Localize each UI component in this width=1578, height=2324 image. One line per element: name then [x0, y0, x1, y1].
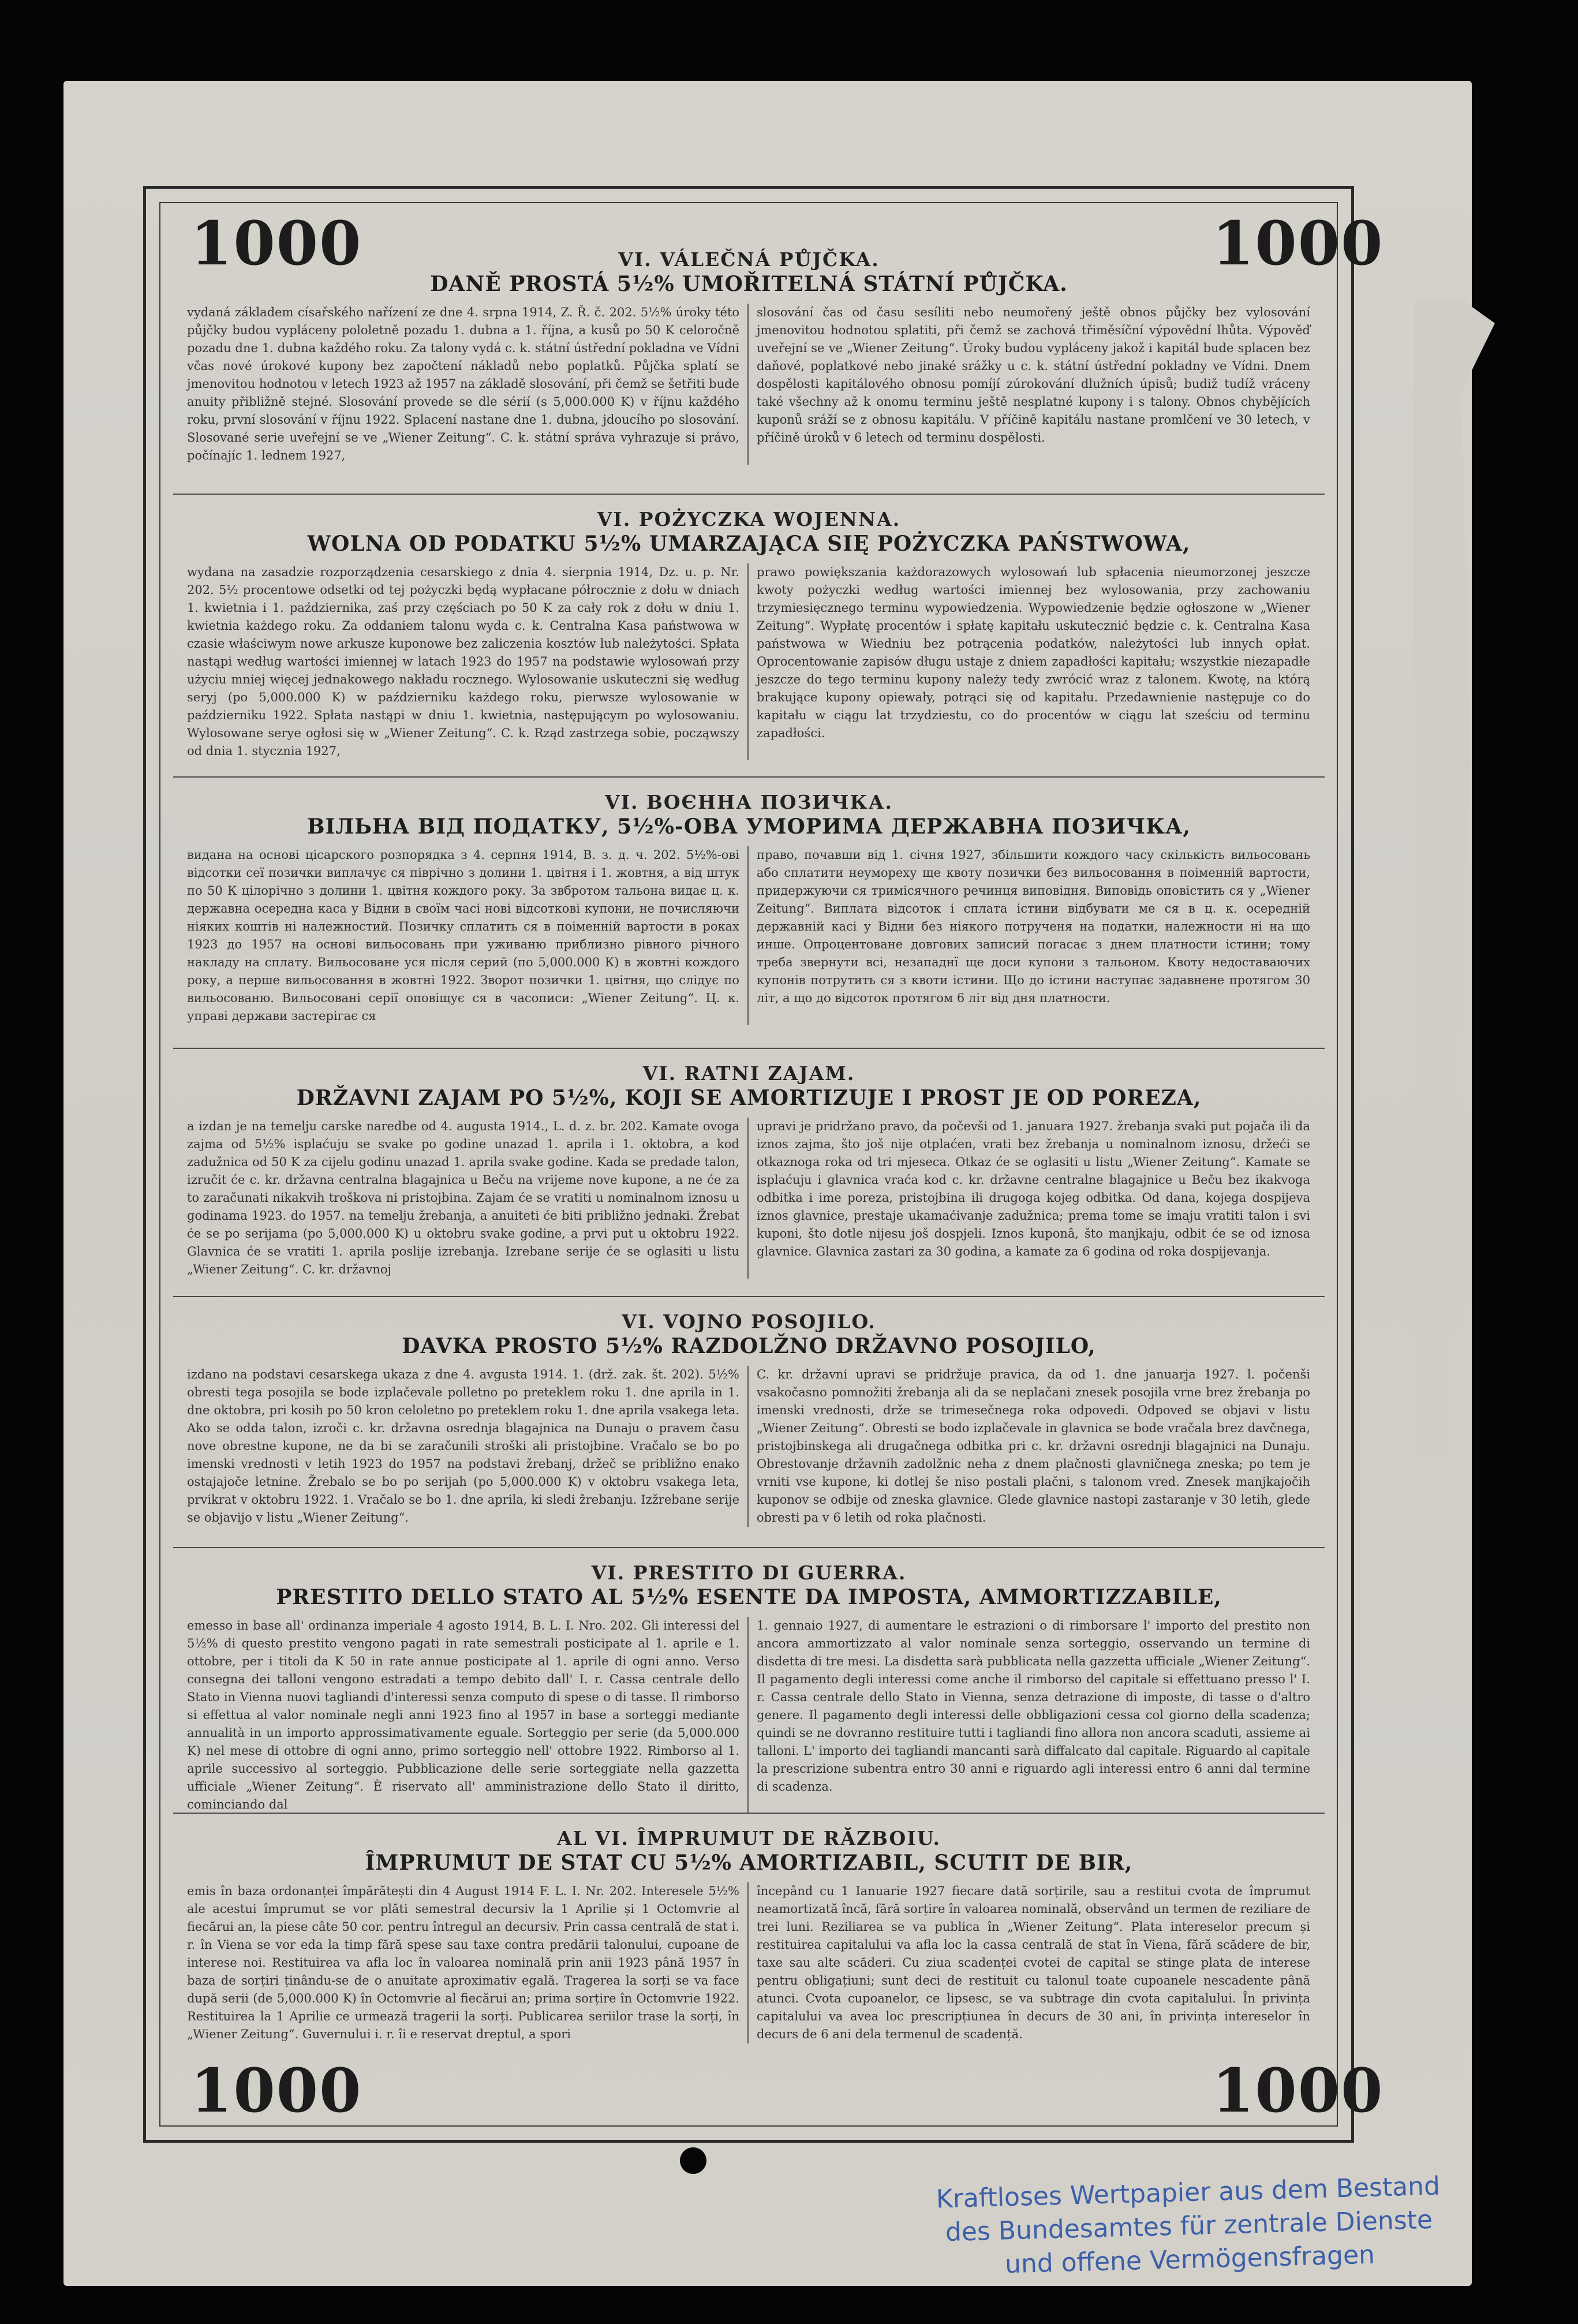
denomination-bottom-right: 1000	[1212, 2055, 1384, 2126]
section-text-left: wydana na zasadzie rozporządzenia cesarskiego z dnia 4. sierpnia 1914, Dz. u. p. Nr. 202. 5½ procentowe odsetki od tej pożyczki będą wypłacane półrocznie z dołu w dniach 1. kwietnia i 1. października, zaś przy częściach po 50 K za cały rok z dołu w dniu 1. kwietnia każdego roku. Za oddaniem talonu wyda c. k. Centralna Kasa państwowa w czasie właściwym nowe arkusze kuponowe bez zaliczenia kosztów lub należytości. Spłata nastąpi według wartości imiennej w latach 1923 do 1957 na podstawie wylosowań przy użyciu mniej więcej jednakowego nakładu rocznego. Wylosowanie uskuteczni się według seryj (po 5,000.000 K) w październiku każdego roku, pierwsze wylosowanie w październiku 1922. Spłata nastąpi w dniu 1. kwietnia, następującym po wylosowaniu. Wylosowane serye ogłosi się w „Wiener Zeitung“. C. k. Rząd zastrzega sobie, począwszy od dnia 1. stycznia 1927,	[179, 563, 749, 760]
section-text-left: vydaná základem císařského nařízení ze dne 4. srpna 1914, Z. Ř. č. 202. 5½% úroky této půjčky budou vypláceny pololetně pozadu 1. dubna a 1. října, a kusů po 50 K celoročně pozadu dne 1. dubna každého roku. Za talony vydá c. k. státní ústřední pokladna ve Vídni včas nové úrokové kupony bez započtení nákladů nebo poplatků. Půjčka splatí se jmenovitou hodnotou v letech 1923 až 1957 na základě slosování, při čemž se šetřiti bude anuity přibližně stejné. Slosování provede se dle sérií (s 5,000.000 K) v říjnu každého roku, první slosování v říjnu 1922. Splacení nastane dne 1. dubna, jdoucího po slosování. Slosované serie uveřejní se ve „Wiener Zeitung“. C. k. státní správa vyhrazuje si právo, počínajíc 1. lednem 1927,	[179, 304, 749, 465]
section-text-right: 1. gennaio 1927, di aumentare le estrazioni o di rimborsare l' importo del prestito non ancora ammortizzato al valor nominale senza sorteggio, osservando un termine di disdetta di tre mesi. La disdetta sarà pubblicata nella gazzetta ufficiale „Wiener Zeitung“. Il pagamento degli interessi come anche il rimborso del capitale si effettuano presso l' I. r. Cassa centrale dello Stato in Vienna, senza detrazione di imposte, di tasse o d'altro genere. Il pagamento degli interessi delle obbligazioni cessa col giorno della scadenza; quindi se ne dovranno restituire tutti i tagliandi fino allora non ancora scaduti, assieme ai talloni. L' importo dei tagliandi mancanti sarà diffalcato dal capitale. Riguardo al capitale la prescrizione subentra entro 30 anni e riguardo agli interessi entro 6 anni dal termine di scadenza.	[757, 1619, 1310, 1794]
section-divider	[173, 494, 1325, 495]
stamp-line: und offene Vermögensfragen	[1004, 2240, 1375, 2280]
section-text-left: a izdan je na temelju carske naredbe od 4. augusta 1914., L. d. z. br. 202. Kamate ovoga zajma od 5½% isplaćuju se svake po godine unazad 1. aprila i 1. oktobra, a kod zadužnica od 50 K za cijelu godinu unazad 1. aprila svake godine. Kada se predade talon, izručit će c. kr. državna centralna blagajnica u Beču na vrijeme nove kupone, a ne će za to zaračunati nikakvih troškova ni pristojbina. Zajam će se vratiti u nominalnom iznosu u godinama 1923. do 1957. na temelju žrebanja, a anuiteti će biti približno jednaki. Žrebat će se po serijama (po 5,000.000 K) u oktobru svake godine, a prvi put u oktobru 1922. Glavnica će se vratiti 1. aprila poslije izrebanja. Izrebane serije će se oglasiti u listu „Wiener Zeitung“. C. kr. državnoj	[179, 1118, 749, 1279]
section-subtitle: ВІЛЬНА ВІД ПОДАТКУ, 5½%-ОВА УМОРИМА ДЕРЖАВНА ПОЗИЧКА,	[307, 814, 1191, 839]
section-text-right: prawo powiększania każdorazowych wylosowań lub spłacenia nieumorzonej jeszcze kwoty pożyczki według wartości imiennej bez wylosowania, przy zachowaniu trzymiesięcznego terminu wypowiedzenia. Wypowiedzenie będzie ogłoszone w „Wiener Zeitung“. Wypłatę procentów i spłatę kapitału uskutecznić będzie c. k. Centralna Kasa państwowa w Wiedniu bez potrącenia podatków, należytości lub innych opłat. Oprocentowanie zapisów długu ustaje z dniem zapadłości kapitału; wszystkie niezapadłe jeszcze do tego terminu kupony należy tedy zwrócić wraz z talonem. Kwotę, na którą brakujące kupony opiewały, potrąci się od kapitału. Przedawnienie następuje co do kapitału w ciągu lat trzydziestu, co do procentów w ciągu lat sześciu od terminu zapadłości.	[757, 565, 1310, 740]
section-text-left: видана на основі цісарского розпорядка з 4. серпня 1914, В. з. д. ч. 202. 5½%-ові відсотки сеї позички виплачує ся піврічно з долини 1. цвітня і 1. жовтня, а від штук по 50 К цілорічно з долини 1. цвітня кождого року. За звбротом тальона видає ц. к. державна осередна каса у Відни в своїм часі нові відсоткові купони, не почисляючи ніяких коштів ні належностий. Позичку сплатить ся в поіменній вартости в роках 1923 до 1957 на основі вильосовань при уживаню приблизно рівного річного накладу на сплату. Вильосоване уся після серий (по 5,000.000 К) в жовтні кождого року, а перше вильосовання в жовтні 1922. Зворот позички 1. цвітня, що слідує по вильосованю. Вильосовані серії оповіщує ся в часописи: „Wiener Zeitung“. Ц. к. управі держави застерігає ся	[179, 846, 749, 1025]
cancellation-stamp	[922, 2169, 1456, 2284]
section-text-left: izdano na podstavi cesarskega ukaza z dne 4. avgusta 1914. 1. (drž. zak. št. 202). 5½% obresti tega posojila se bode izplačevale polletno po preteklem roku 1. dne aprila in 1. dne oktobra, pri kosih po 50 kron celoletno po preteklem roku 1. dne aprila vsakega leta. Ako se odda talon, izroči c. kr. državna osrednja blagajnica na Dunaju o pravem času nove obrestne kupone, ne da bi se zaračunili stroški ali pristojbine. Vračalo se bo po imenski vrednosti v letih 1923 do 1957 na podstavi žrebanj, držeč se približno enako ostajajoče letnine. Žrebalo se bo po serijah (po 5,000.000 K) v oktobru vsakega leta, prvikrat v oktobru 1922. 1. Vračalo se bo 1. dne aprila, ki sledi žrebanju. Izžrebane serije se objavijo v listu „Wiener Zeitung“.	[179, 1366, 749, 1527]
section-subtitle: DANĚ PROSTÁ 5½% UMOŘITELNÁ STÁTNÍ PŮJČKA.	[430, 272, 1068, 296]
section-text-right: începând cu 1 Ianuarie 1927 fiecare dată sorțirile, sau a restitui cvota de împrumut neamortizată încă, fără sorțire în valoarea nominală, observând un termen de reziliare de trei luni. Reziliarea se va publica în „Wiener Zeitung“. Plata intereselor precum și restituirea capitalului va afla loc la cassa centrală de stat în Viena, fără scădere de bir, taxe sau alte scăderi. Cu ziua scadenței cvotei de capital se stinge plata de interese pentru obligațiuni; sunt deci de restituit cu talonul toate cupoanele nescadente până atunci. Cvota cupoanelor, ce lipsesc, se va subtrage din cvota capitalului. În privința capitalului va avea loc prescripțiunea în decurs de 30 ani, în privința intereselor în decurs de 6 ani dela termenul de scadență.	[757, 1884, 1310, 2041]
section-title: VI. VÁLEČNÁ PŮJČKA.	[618, 248, 880, 271]
section-ukrainian	[179, 791, 1319, 1025]
section-text-right: право, почавши від 1. січня 1927, збільшити кождого часу скількість вильосовань або сплатити неумореху ще квоту позички без вильосовання в поіменній вартости, придержуючи ся тримісячного речинця виповідня. Виповідь оповістить ся у „Wiener Zeitung“. Виплата відсоток і сплата істини відбувати ме ся в ц. к. осередній державній касі у Відни без ніякого потрученя на податки, належности ні на що инше. Опроцентоване довгових записий погасає з днем платности істини; тому треба звернути всі, незападнї ще доси купони з тальоном. Квоту недоставаючих купонів потрутить ся з квоти істини. Що до істини наступає задавнене протягом 30 літ, а що до відсоток протягом 6 літ від дня платности.	[757, 848, 1310, 1005]
section-subtitle: WOLNA OD PODATKU 5½% UMARZAJĄCA SIĘ POŻYCZKA PAŃSTWOWA,	[307, 532, 1191, 556]
section-romanian	[179, 1827, 1319, 2043]
section-slovenian	[179, 1310, 1319, 1527]
section-divider	[173, 1547, 1325, 1548]
stamp-line: des Bundesamtes für zentrale Dienste	[945, 2205, 1433, 2248]
section-subtitle: PRESTITO DELLO STATO AL 5½% ESENTE DA IMPOSTA, AMMORTIZZABILE,	[276, 1585, 1222, 1609]
denomination-top-left: 1000	[190, 208, 362, 279]
section-italian	[179, 1561, 1319, 1814]
section-subtitle: DAVKA PROSTO 5½% RAZDOLŽNO DRŽAVNO POSOJILO,	[402, 1334, 1096, 1358]
section-text-right: C. kr. državni upravi se pridržuje pravica, da od 1. dne januarja 1927. l. počenši vsakočasno pomnožiti žrebanja ali da se neplačani znesek posojila vrne brez žrebanja po imenski vrednosti, drže se trimesečnega roka odpovedi. Odpoved se objavi v listu „Wiener Zeitung“. Obresti se bodo izplačevale in glavnica se bode vračala brez davčnega, pristojbinskega ali drugačnega odbitka pri c. kr. državni osrednji blagajnici na Dunaju. Obrestovanje državnih zadolžnic neha z dnem plačnosti glavničnega zneska; po tem je vrniti vse kupone, ki dotlej še niso postali plačni, s talonom vred. Znesek manjkajočih kuponov se odbije od zneska glavnice. Glede glavnice nastopi zastaranje v 30 letih, glede obresti pa v 6 letih od roka plačnosti.	[757, 1368, 1310, 1525]
section-text-left: emesso in base all' ordinanza imperiale 4 agosto 1914, B. L. I. Nro. 202. Gli interessi del 5½% di questo prestito vengono pagati in rate semestrali posticipate al 1. aprile e 1. ottobre, per i titoli da K 50 in rate annue posticipate al 1. aprile di ogni anno. Verso consegna dei talloni vengono estradati a tempo debito dall' I. r. Cassa centrale dello Stato in Vienna nuovi tagliandi d'interessi senza computo di spese o di tasse. Il rimborso si effettua al valor nominale negli anni 1923 fino al 1957 in base a sorteggi mediante annualità in un importo approssimativamente eguale. Sorteggio per serie (da 5,000.000 K) nel mese di ottobre di ogni anno, primo sorteggio nell' ottobre 1922. Rimborso al 1. aprile successivo al sorteggio. Pubblicazione delle serie sorteggiate nella gazzetta ufficiale „Wiener Zeitung“. È riservato all' amministrazione dello Stato il diritto, cominciando dal	[179, 1617, 749, 1814]
punch-hole	[680, 2147, 706, 2174]
section-text-left: emis în baza ordonanței împărătești din 4 August 1914 F. L. I. Nr. 202. Interesele 5½% ale acestui împrumut se vor plăti semestral decursiv la 1 Aprilie și 1 Octomvrie al fiecărui an, la piese câte 50 cor. pentru întregul an decursiv. Prin cassa centrală de stat i. r. în Viena se vor eda la timp fără spese sau taxe contra predării talonului, cupoane de interese noi. Restituirea va afla loc în valoarea nominală prin anii 1923 până 1957 în baza de sorțiri ținându-se de o anuitate aproximativ egală. Tragerea la sorți se va face după serii (de 5,000.000 K) în Octomvrie al fiecărui an; prima sorțire în Octomvrie 1922. Restituirea la 1 Aprilie ce urmează tragerii la sorți. Publicarea seriilor trase la sorți, în „Wiener Zeitung“. Guvernului i. r. îi e reservat dreptul, a spori	[179, 1882, 749, 2043]
section-divider	[173, 1048, 1325, 1049]
stamp-line: Kraftloses Wertpapier aus dem Bestand	[936, 2171, 1441, 2214]
section-text-right: upravi je pridržano pravo, da počevši od 1. januara 1927. žrebanja svaki put pojača ili da iznos zajma, što još nije otplaćen, vrati bez žrebanja u nominalnom iznosu, držeći se otkaznoga roka od tri mjeseca. Otkaz će se oglasiti u listu „Wiener Zeitung“. Kamate se isplaćuju i glavnica vraća kod c. kr. državne centralne blagajnice u Beču bez ikakvoga odbitka i ime poreza, pristojbina ili drugoga kojeg odbitka. Od dana, kojega dospijeva iznos glavnice, prestaje ukamaćivanje zadužnica; prema tome se imaju vratiti talon i svi kuponi, što dotle nijesu još dospjeli. Iznos kuponâ, što manjkaju, odbit će se od iznosa glavnice. Glavnica zastari za 30 godina, a kamate za 6 godina od roka dospijevanja.	[757, 1119, 1310, 1258]
denomination-top-right: 1000	[1212, 208, 1384, 279]
section-text-right: slosování čas od času sesíliti nebo neumořený ještě obnos půjčky bez vylosování jmenovitou hodnotou splatiti, při čemž se zachová třiměsíční výpovědní lhůta. Výpověď uveřejní se ve „Wiener Zeitung“. Úroky budou vypláceny jakož i kapitál bude splacen bez daňové, poplatkové nebo jinaké srážky u c. k. státní ústřední pokladny ve Vídni. Dnem dospělosti kapitálového obnosu pomíjí zúrokování dlužních úpisů; budiž tudíž vráceny také všechny až k onomu terminu ještě nesplatné kupony i s talony. Obnos chybějících kuponů sráží se z obnosu kapitálu. V příčině kapitálu nastane promlčení ve 30 letech, v příčině úroků v 6 letech od terminu dospělosti.	[757, 305, 1310, 444]
section-croatian	[179, 1062, 1319, 1279]
section-title: VI. RATNI ZAJAM.	[642, 1062, 855, 1085]
section-polish	[179, 508, 1319, 760]
section-title: VI. ВОЄННА ПОЗИЧКА.	[604, 791, 893, 813]
section-divider	[173, 776, 1325, 778]
section-title: VI. POŻYCZKA WOJENNA.	[597, 508, 901, 530]
section-czech	[179, 248, 1319, 465]
section-title: VI. VOJNO POSOJILO.	[622, 1310, 876, 1333]
section-divider	[173, 1296, 1325, 1297]
section-subtitle: ÎMPRUMUT DE STAT CU 5½% AMORTIZABIL, SCUTIT DE BIR,	[365, 1851, 1133, 1875]
section-title: AL VI. ÎMPRUMUT DE RĂZBOIU.	[557, 1827, 941, 1850]
section-subtitle: DRŽAVNI ZAJAM PO 5½%, KOJI SE AMORTIZUJE I PROST JE OD POREZA,	[296, 1086, 1202, 1110]
section-divider	[173, 1813, 1325, 1814]
denomination-bottom-left: 1000	[190, 2055, 362, 2126]
section-title: VI. PRESTITO DI GUERRA.	[591, 1561, 907, 1584]
